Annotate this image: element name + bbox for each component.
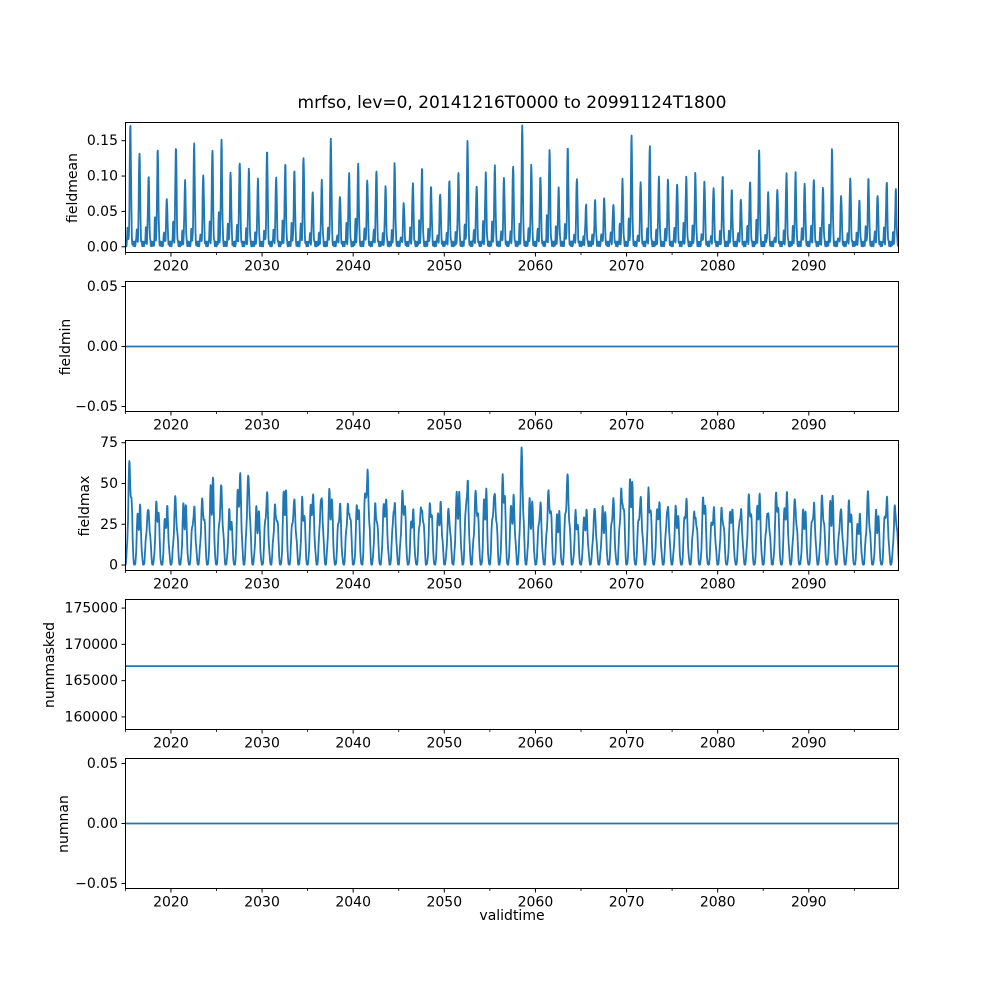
x-tick-label: 2080 (699, 258, 736, 275)
x-tick-label: 2090 (790, 417, 827, 434)
y-tick-label: 75 (100, 435, 118, 452)
x-tick-label: 2060 (517, 576, 554, 593)
y-tick-label: 165000 (64, 673, 118, 690)
x-tick-label: 2060 (517, 894, 554, 911)
x-tick-label: 2080 (699, 417, 736, 434)
x-tick-label: 2040 (335, 417, 371, 434)
x-tick-label: 2040 (335, 576, 371, 593)
x-tick-label: 2040 (335, 258, 371, 275)
x-tick-label: 2060 (517, 258, 554, 275)
y-tick-label: 0.05 (86, 279, 118, 296)
fieldmean-line (125, 125, 899, 246)
x-tick-label: 2020 (153, 258, 189, 275)
y-tick-label: 0.05 (86, 756, 118, 773)
figure-title: mrfso, lev=0, 20141216T0000 to 20991124T1800 (297, 93, 727, 113)
axes-border-nummasked (126, 600, 899, 730)
x-tick-label: 2060 (517, 417, 554, 434)
x-tick-label: 2040 (335, 735, 371, 752)
x-tick-label: 2030 (244, 894, 280, 911)
x-tick-label: 2090 (790, 576, 827, 593)
x-tick-label: 2030 (244, 258, 280, 275)
y-tick-label: 160000 (64, 709, 118, 726)
x-tick-label: 2070 (608, 894, 645, 911)
y-tick-label: 50 (100, 475, 118, 492)
x-tick-label: 2070 (608, 576, 645, 593)
y-tick-label: 0.15 (86, 133, 118, 150)
y-tick-label: 0.05 (86, 203, 118, 220)
x-tick-label: 2030 (244, 576, 280, 593)
y-axis-label-fieldmin: fieldmin (58, 318, 74, 375)
y-tick-label: 170000 (64, 636, 118, 653)
x-tick-label: 2020 (153, 576, 189, 593)
x-tick-label: 2030 (244, 735, 280, 752)
x-tick-label: 2050 (426, 417, 463, 434)
x-tick-label: 2060 (517, 735, 554, 752)
subplot-numnan (75, 756, 899, 910)
y-axis-label-numnan: numnan (56, 794, 72, 853)
x-tick-label: 2020 (153, 894, 189, 911)
subplot-fieldmean (87, 123, 899, 275)
x-tick-label: 2050 (426, 576, 463, 593)
x-tick-label: 2030 (244, 417, 280, 434)
x-tick-label: 2090 (790, 735, 827, 752)
y-axis-label-fieldmax: fieldmax (77, 475, 93, 536)
x-tick-label: 2020 (153, 417, 189, 434)
y-tick-label: 25 (100, 516, 118, 533)
y-tick-label: −0.05 (75, 398, 118, 415)
subplot-nummasked (65, 600, 899, 752)
x-tick-label: 2090 (790, 258, 827, 275)
subplot-fieldmin (75, 279, 899, 433)
x-tick-label: 2040 (335, 894, 371, 911)
y-tick-label: 0.10 (86, 168, 118, 185)
x-tick-label: 2070 (608, 258, 645, 275)
x-tick-label: 2090 (790, 894, 827, 911)
x-tick-label: 2070 (608, 417, 645, 434)
subplot-fieldmax (100, 435, 899, 592)
x-tick-label: 2070 (608, 735, 645, 752)
x-axis-label: validtime (479, 908, 545, 924)
fieldmax-line (125, 447, 899, 564)
y-tick-label: 175000 (64, 600, 118, 617)
y-axis-label-fieldmean: fieldmean (65, 152, 81, 223)
y-axis-label-nummasked: nummasked (42, 621, 58, 708)
y-tick-label: 0 (109, 557, 118, 574)
x-tick-label: 2050 (426, 735, 463, 752)
x-tick-label: 2080 (699, 894, 736, 911)
x-tick-label: 2050 (426, 894, 463, 911)
y-tick-label: 0.00 (86, 239, 118, 256)
y-tick-label: 0.00 (86, 816, 118, 832)
x-tick-label: 2020 (153, 735, 189, 752)
x-tick-label: 2080 (699, 735, 736, 752)
x-tick-label: 2080 (699, 576, 736, 593)
x-tick-label: 2050 (426, 258, 463, 275)
y-tick-label: 0.00 (86, 339, 118, 355)
y-tick-label: −0.05 (75, 875, 118, 892)
